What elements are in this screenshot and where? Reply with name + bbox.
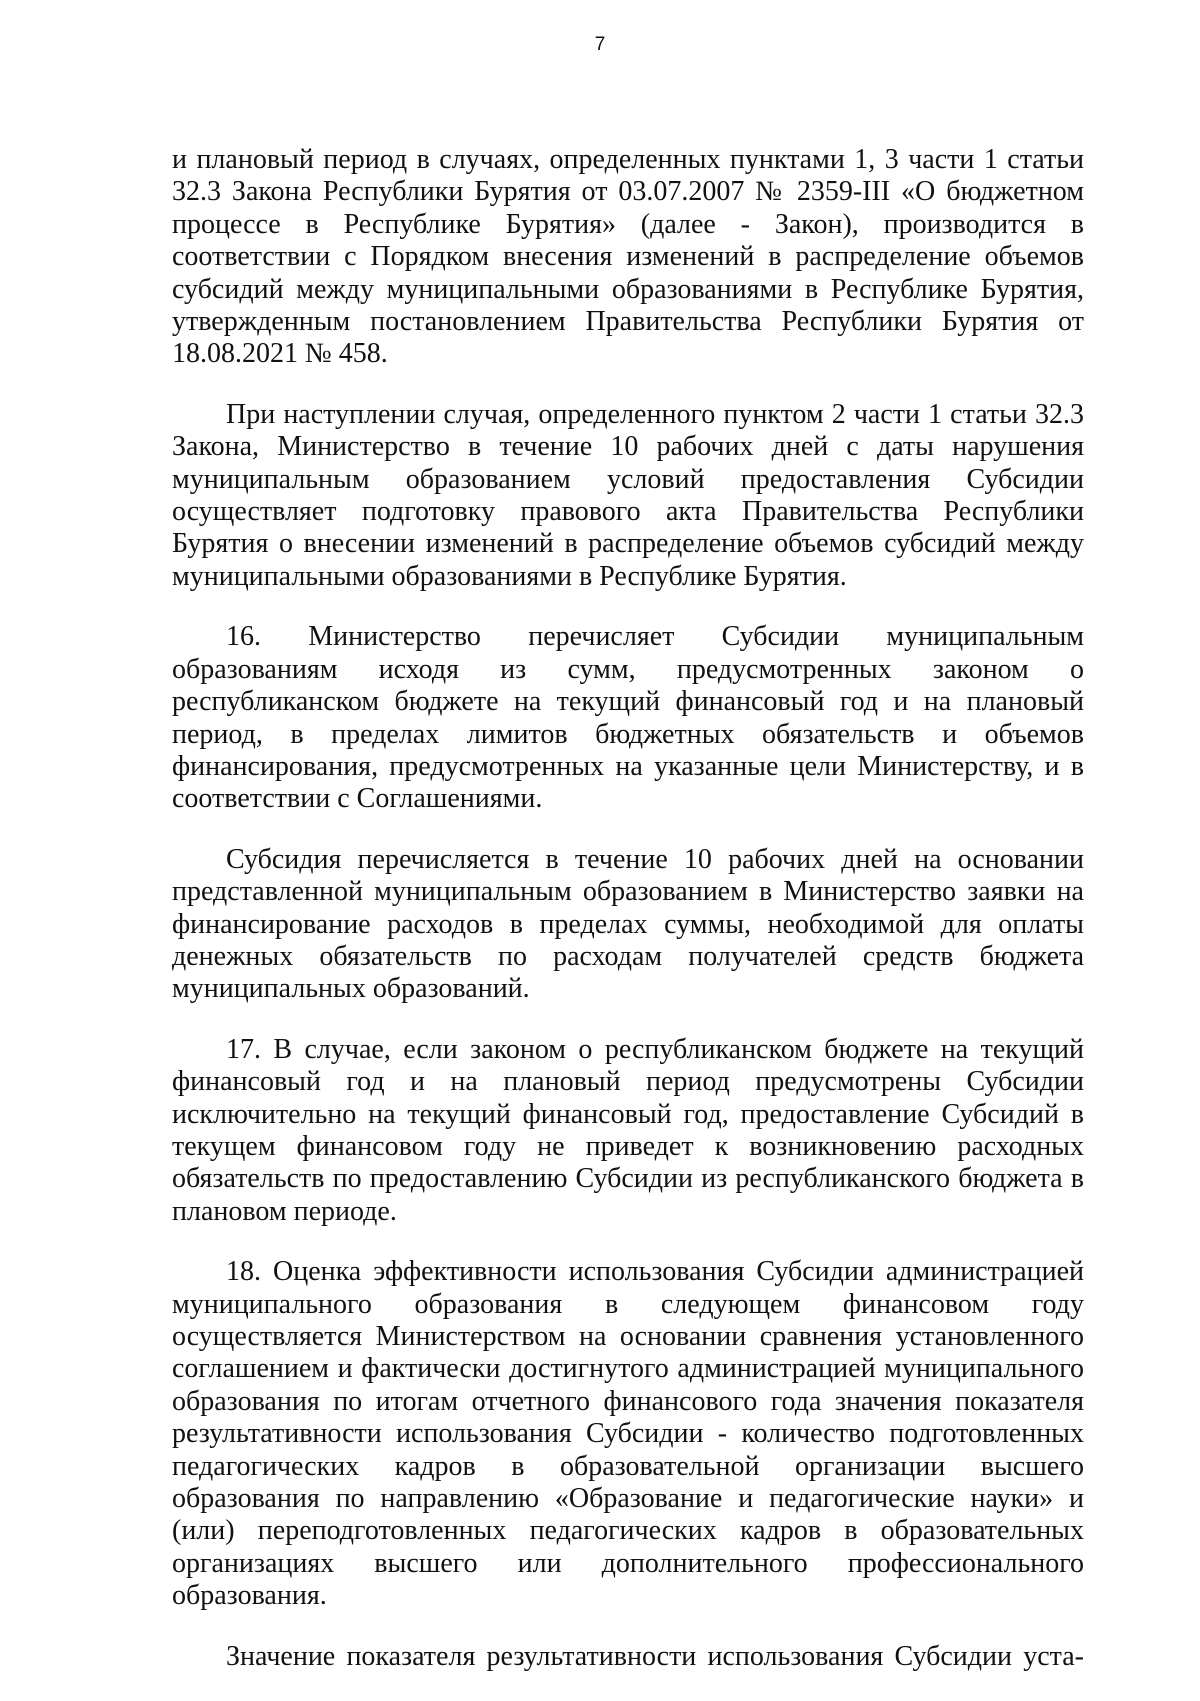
paragraph-18: 18. Оценка эффективности использования Субсидии администрацией муниципального образования в следующем финансовом году осуществляется Министерством на основании сравнения установленного соглашением и фактически достигнутого администрацией муниципального образования по итогам отчетного финансового года значения показателя результативности использования Субсидии - количество подготовленных педагогических кадров в образовательной организации высшего образования по направлению «Образование и педагогические науки» и (или) переподготовленных педагогических кадров в образовательных организациях высшего или дополнительного профессионального образования. (172, 1256, 1084, 1612)
paragraph-subsidy-transfer: Субсидия перечисляется в течение 10 рабочих дней на основании представленной муниципальным образованием в Министерство заявки на финансирование расходов в пределах суммы, необходимой для оплаты денежных обязательств по расходам получателей средств бюджета муниципальных образований. (172, 843, 1084, 1005)
document-body (172, 144, 1084, 1701)
paragraph-17: 17. В случае, если законом о республиканском бюджете на текущий финансовый год и на плановый период предусмотрены Субсидии исключительно на текущий финансовый год, предоставление Субсидий в текущем финансовом году не приведет к возникновению расходных обязательств по предоставлению Субсидии из республиканского бюджета в плановом периоде. (172, 1033, 1084, 1227)
paragraph-16: 16. Министерство перечисляет Субсидии муниципальным образованиям исходя из сумм, предусмотренных законом о республиканском бюджете на текущий финансовый год и на плановый период, в пределах лимитов бюджетных обязательств и объемов финансирования, предусмотренных на указанные цели Министерству, и в соответствии с Соглашениями. (172, 621, 1084, 815)
paragraph-continuation: и плановый период в случаях, определенных пунктами 1, 3 части 1 статьи 32.3 Закона Республики Бурятия от 03.07.2007 № 2359-III «О бюджетном процессе в Республике Бурятия» (далее - Закон), производится в соответствии с Порядком внесения изменений в распределение объемов субсидий между муниципальными образованиями в Республике Бурятия, утвержденным постановлением Правительства Республики Бурятия от 18.08.2021 № 458. (172, 144, 1084, 370)
page-number: 7 (594, 34, 606, 55)
paragraph-indicator-value: Значение показателя результативности использования Субсидии уста- (226, 1640, 1084, 1672)
paragraph-violation-case: При наступлении случая, определенного пунктом 2 части 1 статьи 32.3 Закона, Министерство в течение 10 рабочих дней с даты нарушения муниципальным образованием условий предоставления Субсидии осуществляет подготовку правового акта Правительства Республики Бурятия о внесении изменений в распределение объемов субсидий между муниципальными образованиями в Республике Бурятия. (172, 398, 1084, 592)
